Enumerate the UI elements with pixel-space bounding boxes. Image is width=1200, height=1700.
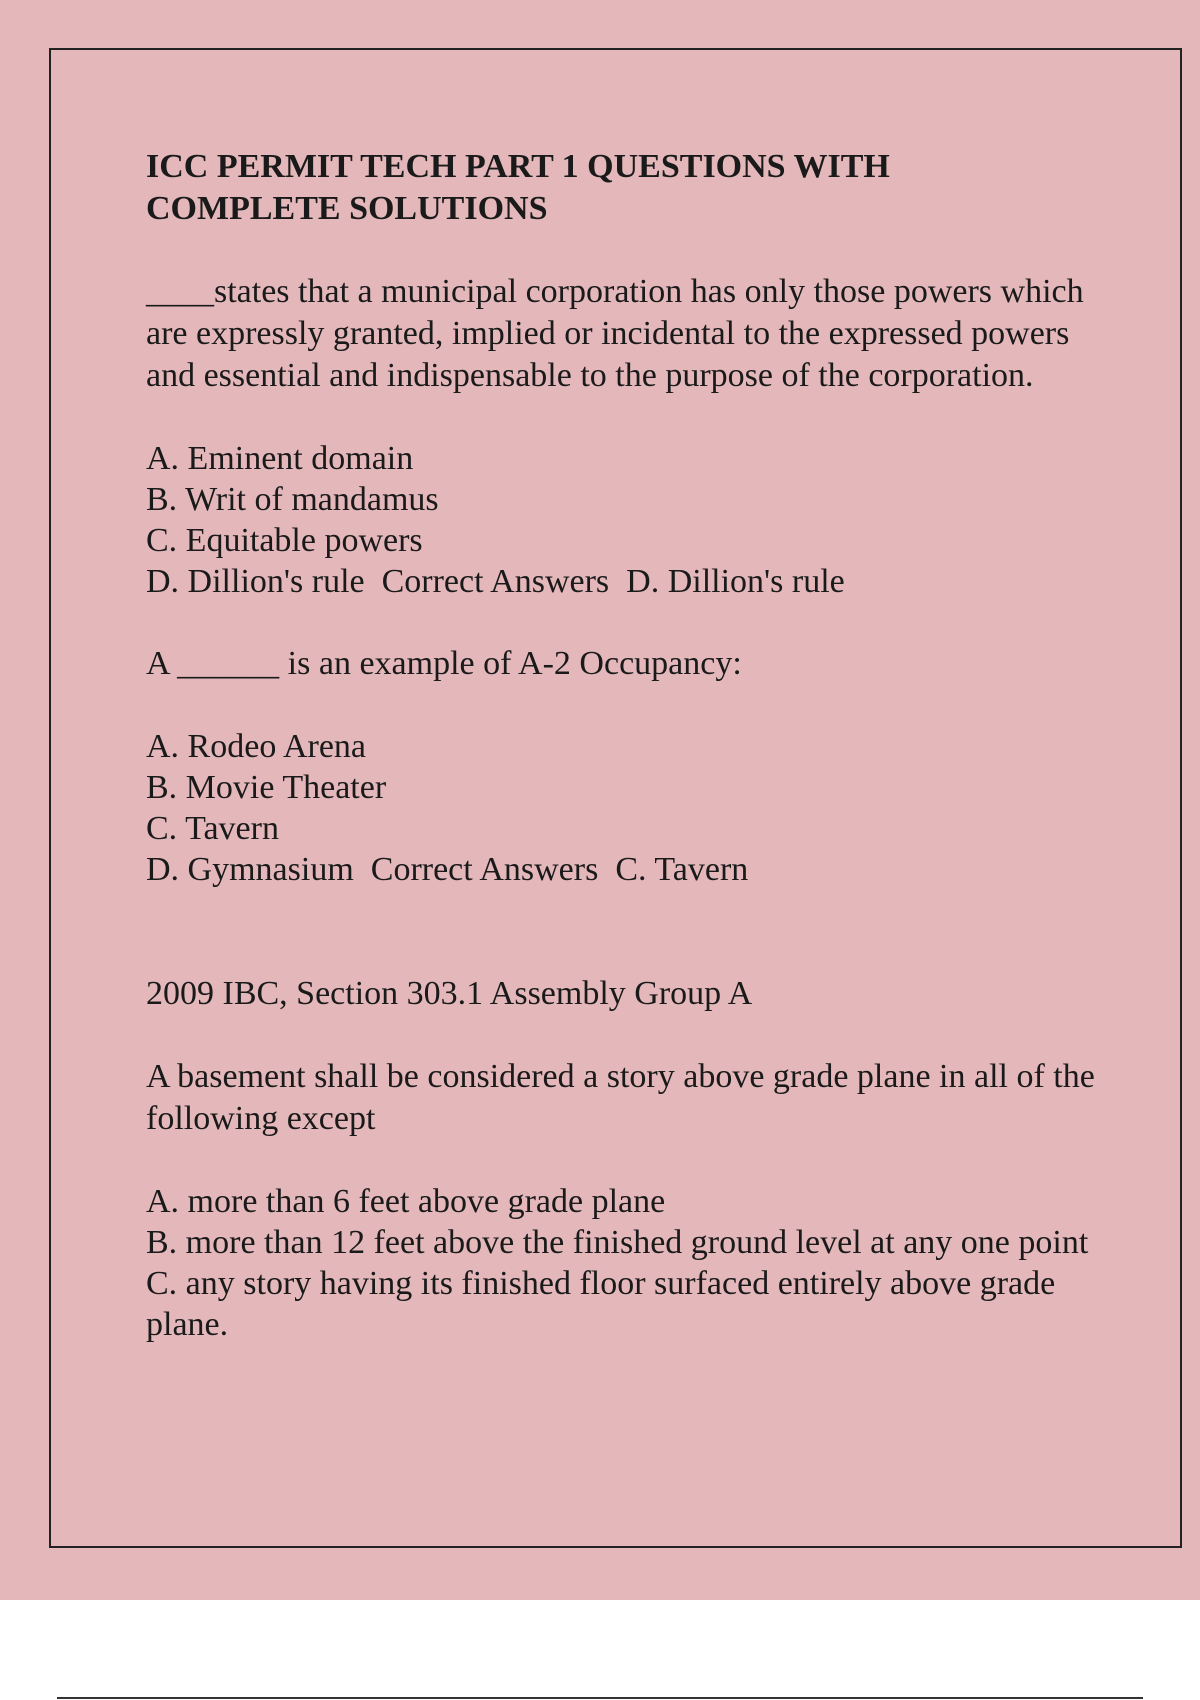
document-title — [146, 146, 1106, 230]
question-2-option-d-answer: D. Gymnasium Correct Answers C. Tavern — [146, 851, 749, 888]
question-3-option-a: A. more than 6 feet above grade plane — [146, 1183, 666, 1220]
title-line-1: ICC PERMIT TECH PART 1 QUESTIONS WITH — [146, 148, 890, 185]
title-line-2: COMPLETE SOLUTIONS — [146, 190, 548, 227]
question-1-text: ____states that a municipal corporation has only those powers which are expressly granted, implied or incidental to the expressed powers and essential and indispensable to the purpose of the corporation. — [146, 273, 1084, 394]
question-1-option-a: A. Eminent domain — [146, 440, 414, 477]
question-3-text: A basement shall be considered a story above grade plane in all of the following except — [146, 1058, 1095, 1137]
question-2-reference: 2009 IBC, Section 303.1 Assembly Group A — [146, 975, 753, 1012]
question-3-option-b: B. more than 12 feet above the finished ground level at any one point — [146, 1224, 1089, 1261]
question-2-text: A ______ is an example of A-2 Occupancy: — [146, 645, 742, 682]
question-1-options — [146, 438, 1106, 602]
question-2-options — [146, 726, 1106, 890]
question-1-option-c: C. Equitable powers — [146, 522, 423, 559]
bottom-rule — [57, 1697, 1143, 1699]
document-content — [146, 146, 1106, 1386]
question-1-option-b: B. Writ of mandamus — [146, 481, 439, 518]
question-2-option-b: B. Movie Theater — [146, 769, 387, 806]
spacer — [146, 890, 1106, 973]
question-1-option-d-answer: D. Dillion's rule Correct Answers D. Dillion's rule — [146, 563, 845, 600]
question-2-option-c: C. Tavern — [146, 810, 279, 847]
question-2-option-a: A. Rodeo Arena — [146, 728, 367, 765]
question-3-option-c: C. any story having its finished floor surfaced entirely above grade plane. — [146, 1265, 1056, 1343]
question-3-options — [146, 1181, 1106, 1345]
